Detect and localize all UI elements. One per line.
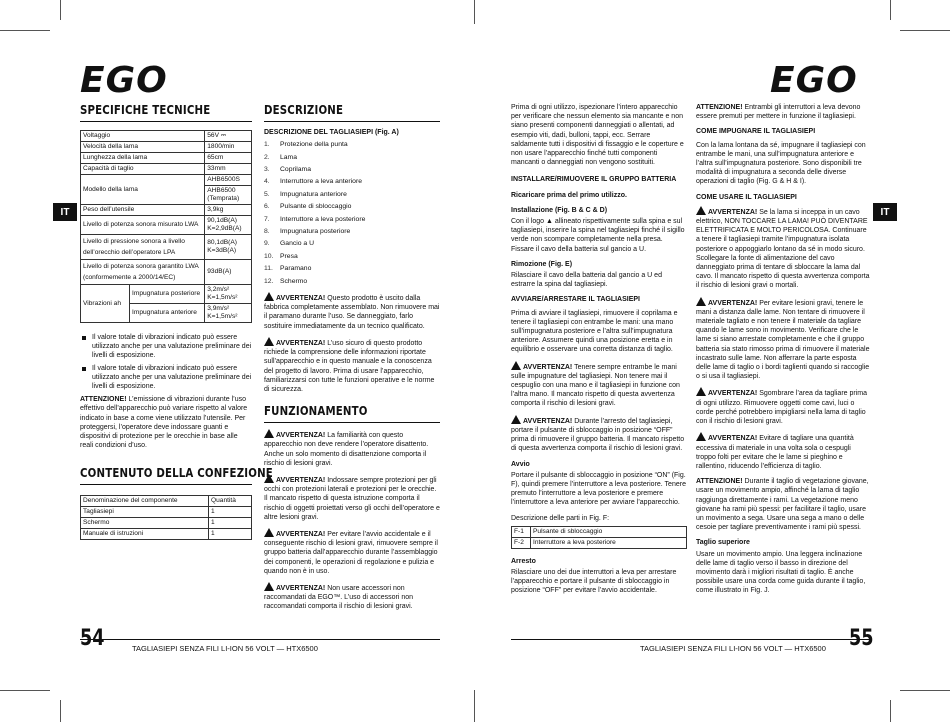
language-tab-right: IT	[873, 203, 897, 221]
description-section	[264, 103, 440, 618]
warning-icon	[264, 582, 274, 591]
list-item: 4. Interruttore a leva anteriore	[264, 178, 362, 186]
remove-title: Rimozione (Fig. E)	[511, 260, 573, 268]
list-item: 9. Gancio a U	[264, 240, 315, 248]
fig-f-table	[511, 526, 687, 549]
table-row: Livello di potenza sonora garantito LWA (conformemente a 2000/14/EC) 93dB(A)	[81, 260, 252, 285]
list-item: 10. Presa	[264, 252, 298, 260]
arresto-text: Rilasciare uno dei due interruttori a leva per arrestare l’apparecchio e portare il pulsante di sbloccaggio in posizione “OFF” per evitare l’avvio accidentale.	[511, 568, 677, 595]
table-row: Vibrazioni ah Impugnatura posteriore 3,2m/s² K=1,5m/s²	[81, 285, 252, 304]
warning-icon	[264, 429, 274, 438]
warning-block: AVVERTENZA! Sgombrare l’area da tagliare prima di ogni utilizzo. Rimuovere oggetti come cavi, luci o corde perché potrebbero impigliarsi nella lama di taglio con il rischio di lesioni gravi.	[696, 387, 870, 426]
spec-section	[80, 103, 273, 540]
parts-list	[264, 139, 440, 288]
crop-mark	[60, 0, 61, 20]
parts-caption: Descrizione delle parti in Fig. F:	[511, 514, 610, 522]
right-column-2	[696, 103, 870, 596]
recharge-note: Ricaricare prima del primo utilizzo.	[511, 191, 627, 199]
crop-mark	[474, 690, 475, 722]
warning-block: AVVERTENZA! L’uso sicuro di questo prodotto richiede la comprensione delle informazioni riportate sull’apparecchio e in questo manuale e la conoscenza del progetto di lavoro. Prima di usare l’apparecchio, familiarizzarsi con tutte le funzioni operative e le norme di sicurezza.	[264, 337, 440, 394]
warning-icon	[264, 474, 274, 483]
crop-mark	[900, 690, 950, 691]
list-item: 5. Impugnatura anteriore	[264, 190, 347, 198]
warning-block: AVVERTENZA! Evitare di tagliare una quantità eccessiva di materiale in una volta sola o cespugli troppo folti per evitare che le lame si pieghino e rallentino, riducendo l’efficienza di taglio.	[696, 432, 870, 471]
footer-text-left: TAGLIASIEPI SENZA FILI LI-ION 56 VOLT — HTX6500	[132, 644, 318, 653]
crop-mark	[890, 0, 891, 20]
warning-block: AVVERTENZA! Questo prodotto è uscito dalla fabbrica completamente assemblato. Non rimuovere mai il paramano durante l’uso. Se danneggiato, farlo sostituire immediatamente da un tecnico qualificato.	[264, 292, 440, 331]
warning-block: AVVERTENZA! La familiarità con questo apparecchio non deve rendere l’operatore disattento. Anche un solo momento di disattenzione comporta il rischio di lesioni gravi.	[264, 429, 440, 468]
remove-text: Rilasciare il cavo della batteria dal gancio a U ed estrarre la spina dal tagliasiepi.	[511, 272, 662, 289]
intro-text: Prima di ogni utilizzo, ispezionare l’intero apparecchio per verificare che nessun elemento sia mancante e non siano presenti componenti danneggiati o allentati, ad esempio viti, dadi, bulloni, tappi, ecc. Serrare saldamente tutti i dispositivi di fissaggio e le coperture e non usare l’apparecchio finché tutti componenti mancanti o danneggiati non vengono sostituiti.	[511, 104, 684, 167]
warning-icon	[264, 337, 274, 346]
crop-mark	[900, 30, 950, 31]
list-item: 6. Pulsante di sbloccaggio	[264, 203, 352, 211]
page-number-right: 55	[849, 626, 874, 651]
crop-mark	[0, 30, 50, 31]
warning-icon	[511, 361, 521, 370]
table-row: Manuale di istruzioni 1	[81, 529, 252, 540]
table-row: Tagliasiepi 1	[81, 507, 252, 518]
table-header: Denominazione del componente Quantità	[81, 496, 252, 507]
warning-icon	[511, 415, 521, 424]
install-title: Installazione (Fig. B & C & D)	[511, 206, 608, 214]
list-item: 7. Interruttore a leva posteriore	[264, 215, 366, 223]
warning-block: AVVERTENZA! Se la lama si inceppa in un cavo elettrico, NON TOCCARE LA LAMA! PUÒ DIVENTARE ELETTRIFICATA E MOLTO PERICOLOSA. Continuare a tenere il tagliasiepi tramite l’impugnatura isolata posteriore o appoggiarlo lontano da sé in modo sicuro. Scollegare la fonte di alimentazione del cavo danneggiato prima di tentare di sbloccare la lama dal cavo. Il mancato rispetto di questa avvertenza comporta il rischio di lesioni gravi o mortali.	[696, 206, 870, 291]
language-tab-left: IT	[53, 203, 77, 221]
footer-rule-right	[511, 639, 871, 640]
crop-mark	[474, 0, 475, 24]
top-cut-text: Usare un movimento ampio. Una leggera inclinazione delle lame di taglio verso il basso in direzione del movimento darà i migliori risultati di taglio. È anche possibile usare una corda come guida durante il taglio, come illustrato in Fig. J.	[696, 550, 866, 595]
list-item: 12. Schermo	[264, 277, 308, 285]
warning-block: AVVERTENZA! Per evitare lesioni gravi, tenere le mani a distanza dalle lame. Non tentare di rimuovere il materiale tagliato e non tenere il materiale da tagliare quando le lame sono in movimento. Verificare che le lame si siano arrestate completamente e che il gruppo batteria sia stato rimosso prima di rimuovere il materiale incastrato sulle lame. Non afferrare la parte esposta delle lame di taglio o i bordi taglienti quando si raccoglie o si usa il tagliasiepi.	[696, 297, 870, 382]
warning-icon	[696, 297, 706, 306]
spec-title: SPECIFICHE TECNICHE	[80, 103, 211, 117]
top-cut-title: Taglio superiore	[696, 539, 750, 547]
warning-icon	[696, 206, 706, 215]
use-title: COME USARE IL TAGLIASIEPI	[696, 193, 797, 201]
warning-icon	[696, 387, 706, 396]
install-text-2: Fissare il cavo della batteria sul gancio a U.	[511, 245, 647, 253]
content-table	[80, 495, 252, 540]
table-row: Voltaggio 56V ⎓	[81, 131, 252, 142]
attention-note: ATTENZIONE! Durante il taglio di vegetazione giovane, usare un movimento ampio, affinché la lama di taglio raggiunga direttamente i rami. La vegetazione meno giovane ha rami più spessi: per facilitare il taglio, usare un movimento a sega. Usare una sega a mano o delle cesoie per tagliare preventivamente i rami più spessi.	[696, 478, 869, 532]
crop-mark	[890, 700, 891, 722]
desc-title: DESCRIZIONE	[264, 103, 344, 117]
ego-logo-right: EGO	[770, 60, 858, 101]
attention-note: ATTENZIONE! Entrambi gli interruttori a leva devono essere premuti per mettere in funzione il tagliasiepi.	[696, 104, 861, 121]
footer-rule-left	[80, 639, 440, 640]
table-row: Impugnatura anteriore 3,9m/s² K=1,5m/s²	[81, 304, 252, 323]
start-text: Prima di avviare il tagliasiepi, rimuovere il coprilama e tenere il tagliasiepi con entrambe le mani: una mano sull’impugnatura posteriore e l’altra sull’impugnatura anteriore. Assumere quindi una posizione eretta e in equilibrio e osservare una corretta distanza di taglio.	[511, 309, 678, 354]
battery-title: INSTALLARE/RIMUOVERE IL GRUPPO BATTERIA	[511, 176, 677, 184]
grip-text: Con la lama lontana da sé, impugnare il tagliasiepi con entrambe le mani, una sull’impugnatura anteriore e l’altra sull’impugnatura posteriore. Sono disponibili tre modalità di impugnatura a seconda delle diverse operazioni di taglio (Fig. G & H & I).	[696, 141, 866, 186]
table-row: Lunghezza della lama 65cm	[81, 153, 252, 164]
warning-block: AVVERTENZA! Durante l’arresto del tagliasiepi, portare il pulsante di sbloccaggio in posizione “OFF” prima di rimuovere il gruppo batteria. Il mancato rispetto di questa avvertenza comporta il rischio di lesioni gravi.	[511, 415, 687, 454]
install-text: Con il logo ▲ allineato rispettivamente sulla spina e sul tagliasiepi, inserire la spina nel tagliasiepi finché il sigillo verde non scompare completamente nella presa.	[511, 218, 685, 244]
desc-subtitle: DESCRIZIONE DEL TAGLIASIEPI (Fig. A)	[264, 129, 399, 136]
warning-block: AVVERTENZA! Per evitare l’avvio accidentale e il conseguente rischio di lesioni gravi, rimuovere sempre il gruppo batteria dall’apparecchio durante l’assemblaggio dei componenti, le operazioni di regolazione e pulizia e quando non è in uso.	[264, 528, 440, 576]
warning-block: AVVERTENZA! Tenere sempre entrambe le mani sulle impugnature del tagliasiepi. Non tenere mai il cespuglio con una mano e il tagliasiepi in funzione con l’altra mano. Il mancato rispetto di questa avvertenza comporta il rischio di lesioni gravi.	[511, 361, 687, 409]
list-item: 11. Paramano	[264, 265, 312, 273]
crop-mark	[60, 700, 61, 722]
warning-icon	[696, 432, 706, 441]
page-number-left: 54	[80, 626, 105, 651]
table-row: Livello di potenza sonora misurato LWA 90,1dB(A) K=2,9dB(A)	[81, 216, 252, 235]
list-item: 8. Impugnatura posteriore	[264, 228, 351, 236]
table-row: F-1 Pulsante di sbloccaggio	[512, 526, 687, 537]
grip-title: COME IMPUGNARE IL TAGLIASIEPI	[696, 128, 816, 136]
attention-note: ATTENZIONE! L’emissione di vibrazioni durante l’uso effettivo dell’apparecchio può variare rispetto al valore indicato in base a come viene utilizzato l’utensile. Per proteggersi, l’operatore deve indossare guanti e dispositivi di protezione per le orecchie in base alle reali condizioni d’uso.	[80, 396, 248, 450]
warning-block: AVVERTENZA! Non usare accessori non raccomandati da EGO™. L’uso di accessori non raccomandati comporta il rischio di lesioni gravi.	[264, 582, 440, 612]
table-row: F-2 Interruttore a leva posteriore	[512, 537, 687, 548]
footer-text-right: TAGLIASIEPI SENZA FILI LI-ION 56 VOLT — HTX6500	[640, 644, 826, 653]
table-row: Schermo 1	[81, 518, 252, 529]
list-item: Il valore totale di vibrazioni indicato può essere utilizzato anche per una valutazione preliminare dei livelli di esposizione.	[80, 364, 252, 392]
list-item: 2. Lama	[264, 153, 298, 161]
arresto-title: Arresto	[511, 557, 536, 565]
table-row: Peso dell’utensile 3,9kg	[81, 205, 252, 216]
crop-mark	[0, 690, 50, 691]
list-item: Il valore totale di vibrazioni indicato può essere utilizzato anche per una valutazione preliminare dei livelli di esposizione.	[80, 333, 252, 361]
warning-icon	[264, 292, 274, 301]
spec-table	[80, 130, 252, 323]
table-row: AHB6500 (Temprata)	[81, 186, 252, 205]
table-row: Velocità della lama 1800/min	[81, 142, 252, 153]
vibration-notes	[80, 333, 252, 391]
ego-logo-left: EGO	[80, 60, 168, 101]
table-row: Livello di pressione sonora a livello dell’orecchio dell’operatore LPA 80,1dB(A) K=3dB(A)	[81, 235, 252, 260]
start-title: AVVIARE/ARRESTARE IL TAGLIASIEPI	[511, 296, 640, 304]
avvio-text: Portare il pulsante di sbloccaggio in posizione “ON” (Fig. F), quindi premere l’interruttore a leva posteriore. Tenere premuto l’interruttore a leva posteriore e premere l’interruttore a leva anteriore per avviare l’apparecchio.	[511, 471, 686, 507]
avvio-title: Avvio	[511, 460, 530, 468]
right-column-1	[511, 103, 687, 596]
list-item: 1. Protezione della punta	[264, 141, 348, 149]
warning-icon	[264, 528, 274, 537]
func-title: FUNZIONAMENTO	[264, 404, 368, 419]
table-row: Capacità di taglio 33mm	[81, 164, 252, 175]
warning-block: AVVERTENZA! Indossare sempre protezioni per gli occhi con protezioni laterali e protezioni per le orecchie. Il mancato rispetto di questa istruzione comporta il rischio di oggetti proiettati verso gli occhi dell’operatore e altre lesioni gravi.	[264, 474, 440, 522]
content-title: CONTENUTO DELLA CONFEZIONE	[80, 466, 273, 481]
table-row: Modello della lama AHB6500S	[81, 175, 252, 186]
list-item: 3. Coprilama	[264, 166, 311, 174]
